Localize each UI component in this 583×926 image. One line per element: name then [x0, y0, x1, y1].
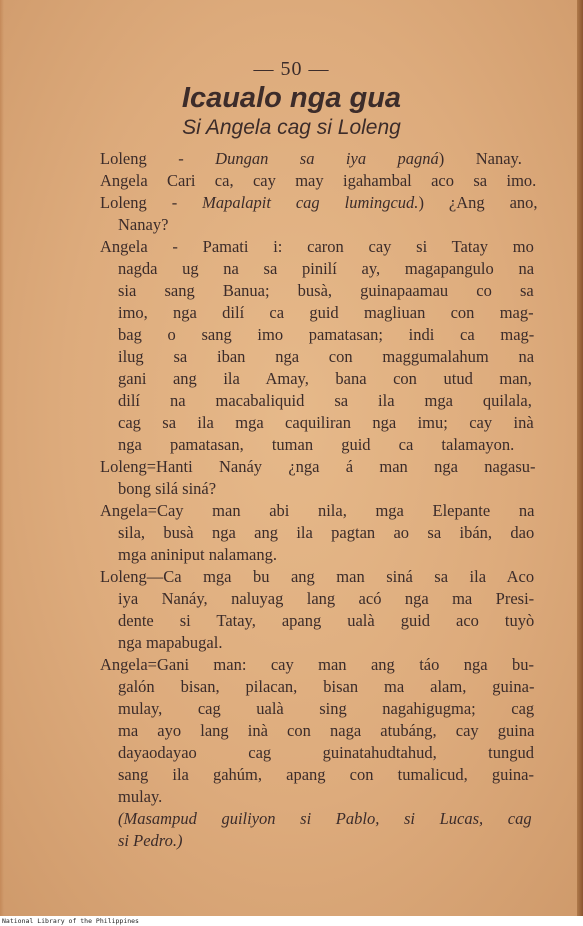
text-line: Nanay? [118, 215, 169, 234]
text-line: Loleng—Ca mga bu ang man siná sa ila Aco [100, 567, 535, 586]
text-line: nga pamatasan, tuman guid ca talamayon. [118, 435, 515, 454]
text-line: (Masampud guiliyon si Pablo, si Lucas, cag [118, 809, 532, 828]
text-line: si Pedro.) [118, 831, 183, 850]
text-line: bong silá siná? [118, 479, 217, 498]
text-line: sila, busà nga ang ila pagtan ao sa ibán, dao [118, 523, 535, 542]
text-line: Angela Cari ca, cay may igahambal aco sa imo. [100, 171, 537, 190]
text-line: mulay, cag ualà sing nagahigugma; cag [118, 699, 535, 718]
text-line: Loleng - Mapalapit cag lumingcud.) ¿Ang ano, [100, 193, 538, 212]
text-line: dayaodayao cag guinatahudtahud, tungud [118, 743, 534, 762]
text-line: mulay. [118, 787, 163, 806]
text-line: Loleng=Hanti Nanáy ¿nga á man nga nagasu- [100, 457, 536, 476]
text-line: sia sang Banua; busà, guinapaamau co sa [118, 281, 534, 300]
page-number: — 50 — [253, 58, 330, 80]
text-line: iya Nanáy, naluyag lang acó nga ma Presi- [118, 589, 535, 608]
library-credit: National Library of the Philippines [2, 917, 139, 925]
text-line: Loleng - Dungan sa iya pagná) Nanay. [100, 149, 522, 168]
text-line: ma ayo lang inà con naga atubáng, cay guina [118, 721, 535, 740]
chapter-subtitle: Si Angela cag si Loleng [182, 116, 401, 139]
chapter-title: Icaualo nga gua [181, 82, 402, 114]
text-line: Angela=Gani man: cay man ang táo nga bu- [100, 655, 534, 674]
text-line: gani ang ila Amay, bana con utud man, [118, 369, 532, 388]
text-line: nagda ug na sa pinilí ay, magapangulo na [118, 259, 535, 278]
text-line: cag sa ila mga caquiliran nga imu; cay inà [118, 413, 534, 432]
text-line: ilug sa iban nga con maggumalahum na [118, 347, 535, 366]
text-line: dente si Tatay, apang ualà guid aco tuyò [118, 611, 535, 630]
text-line: sang ila gahúm, apang con tumalicud, guina- [118, 765, 535, 784]
text-line: galón bisan, pilacan, bisan ma alam, guina- [118, 677, 535, 696]
text-line: dilí na macabaliquid sa ila mga quilala, [118, 391, 532, 410]
text-line: mga aniniput nalamang. [118, 545, 277, 564]
text-line: Angela=Cay man abi nila, mga Elepante na [100, 501, 535, 520]
text-line: imo, nga dilí ca guid magliuan con mag- [118, 303, 534, 322]
text-line: nga mapabugal. [118, 633, 223, 652]
text-line: bag o sang imo pamatasan; indi ca mag- [118, 325, 535, 344]
text-line: Angela - Pamati i: caron cay si Tatay mo [100, 237, 534, 256]
